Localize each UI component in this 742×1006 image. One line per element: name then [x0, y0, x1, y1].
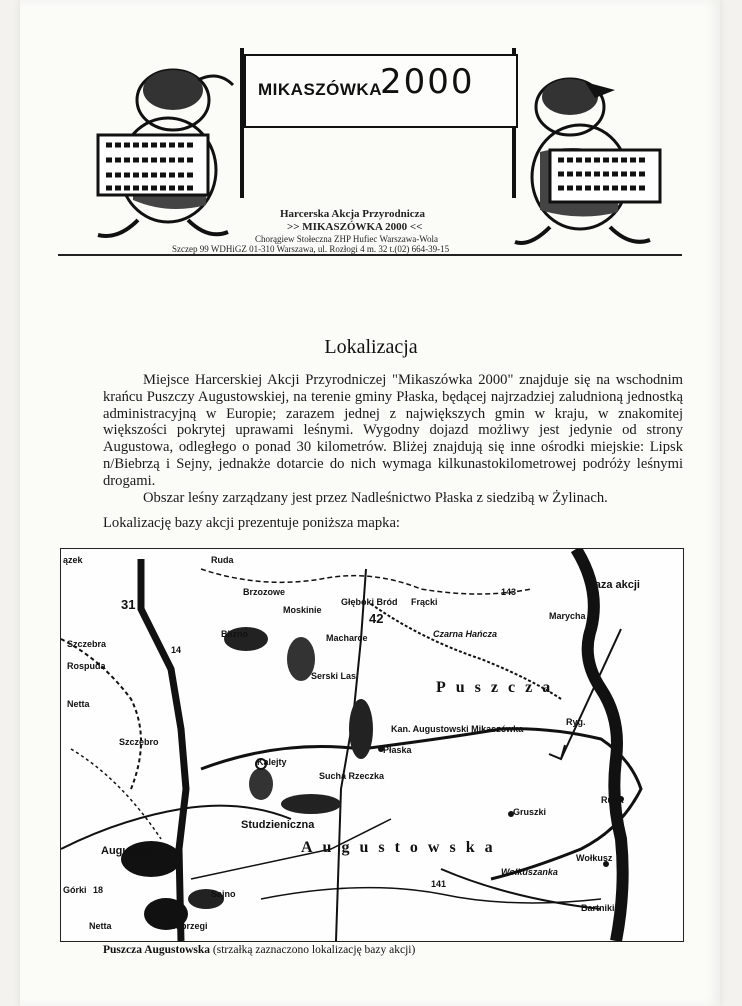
map-label: Frącki [411, 597, 438, 607]
map-label: 18 [93, 885, 104, 895]
map-label: Wołkusz [576, 853, 613, 863]
paragraph-2: Obszar leśny zarządzany jest przez Nadleśnictwo Płaska z siedzibą w Żylinach. [143, 489, 608, 506]
map-label: Szczebra [67, 639, 107, 649]
map-label: Czarna Hańcza [433, 629, 498, 639]
map-label: Białobrzegi [159, 921, 208, 931]
header-rule [58, 254, 682, 256]
map-label: Marycha [549, 611, 586, 621]
beaver-mascot-left [78, 40, 248, 250]
map-caption [103, 944, 415, 956]
page-title: Lokalizacja [324, 336, 418, 358]
map-label: Górki [63, 885, 87, 895]
map-label: Głęboki Bród [341, 597, 398, 607]
map-label: 14 [171, 645, 182, 655]
map-label-puszcza: Puszcza [436, 679, 561, 696]
map-label: Brzozowe [243, 587, 286, 597]
banner-brand: MIKASZÓWKA [258, 80, 382, 99]
map-label: Netta [89, 921, 112, 931]
map-intro: Lokalizację bazy akcji prezentuje poniższa mapka: [103, 515, 400, 531]
map-label: Sajno [211, 889, 236, 899]
map-label: 143 [501, 587, 517, 597]
map-label: 42 [369, 611, 384, 626]
body-text [103, 372, 683, 506]
header-line-1: Harcerska Akcja Przyrodnicza [280, 208, 426, 220]
map-label: Blizno [221, 629, 248, 639]
map-label: Rospuda [67, 661, 106, 671]
beaver-mascot-right [500, 62, 670, 262]
caption-rest: (strzałką zaznaczono lokalizację bazy akcji) [210, 944, 416, 956]
map-label: Kalejty [257, 757, 287, 767]
map-label: Ruda [601, 795, 624, 805]
caption-bold: Puszcza Augustowska [103, 944, 211, 956]
map-label-augustowska: Augustowska [301, 839, 503, 856]
map-label: 31 [121, 597, 136, 612]
banner-year: 2000 [380, 62, 475, 102]
map-label: Studzieniczna [241, 819, 315, 831]
paragraph-1: Miejsce Harcerskiej Akcji Przyrodniczej "Mikaszówka 2000" znajduje się na wschodnim krańcu Puszczy Augustowskiej, na terenie gminy Płaska, będącej najrzadziej zaludnioną jednostką administracyjną w Europie; zarazem jednej z największych gmin w kraju, w znakomitej większości pokrytej uprawami leśnymi. Wygodny dojazd możliwy jest jedynie od strony Augustowa, odległego o ponad 30 kilometrów. Bliżej znajdują się inne ośrodki miejskie: Lipsk n/Biebrzą i Sejny, jednakże dotarcie do nich wymaga kilkunastokilometrowej podróży leśnymi drogami. [103, 372, 683, 489]
map-label: Ruda [211, 555, 234, 565]
map-label: Płaska [383, 745, 412, 755]
map-label: Szczebro [119, 737, 159, 747]
header-line-2: >> MIKASZÓWKA 2000 << [287, 221, 423, 233]
header-line-4: Szczep 99 WDHiGZ 01-310 Warszawa, ul. Rozłogi 4 m. 32 t.(02) 664-39-15 [172, 244, 450, 254]
map-label: Ryg. [566, 717, 586, 727]
map-figure [60, 548, 684, 942]
map-label: Wołkuszanka [501, 867, 558, 877]
map-label-baza-akcji: baza akcji [588, 579, 640, 591]
map-label: Gruszki [513, 807, 547, 817]
map-label: Serski Las [311, 671, 357, 681]
map-label: Netta [67, 699, 90, 709]
map-label: Macharce [326, 633, 368, 643]
header-line-3: Chorągiew Stołeczna ZHP Hufiec Warszawa-Wola [255, 234, 438, 244]
map-label: Bartniki [581, 903, 615, 913]
map-label: ązek [63, 555, 83, 565]
map-label: Sucha Rzeczka [319, 771, 385, 781]
map-label: Kan. Augustowski Mikaszówka [391, 724, 524, 734]
map-label: 141 [431, 879, 447, 889]
map-label: Augustów [101, 845, 155, 857]
map-label: Moskinie [283, 605, 322, 615]
